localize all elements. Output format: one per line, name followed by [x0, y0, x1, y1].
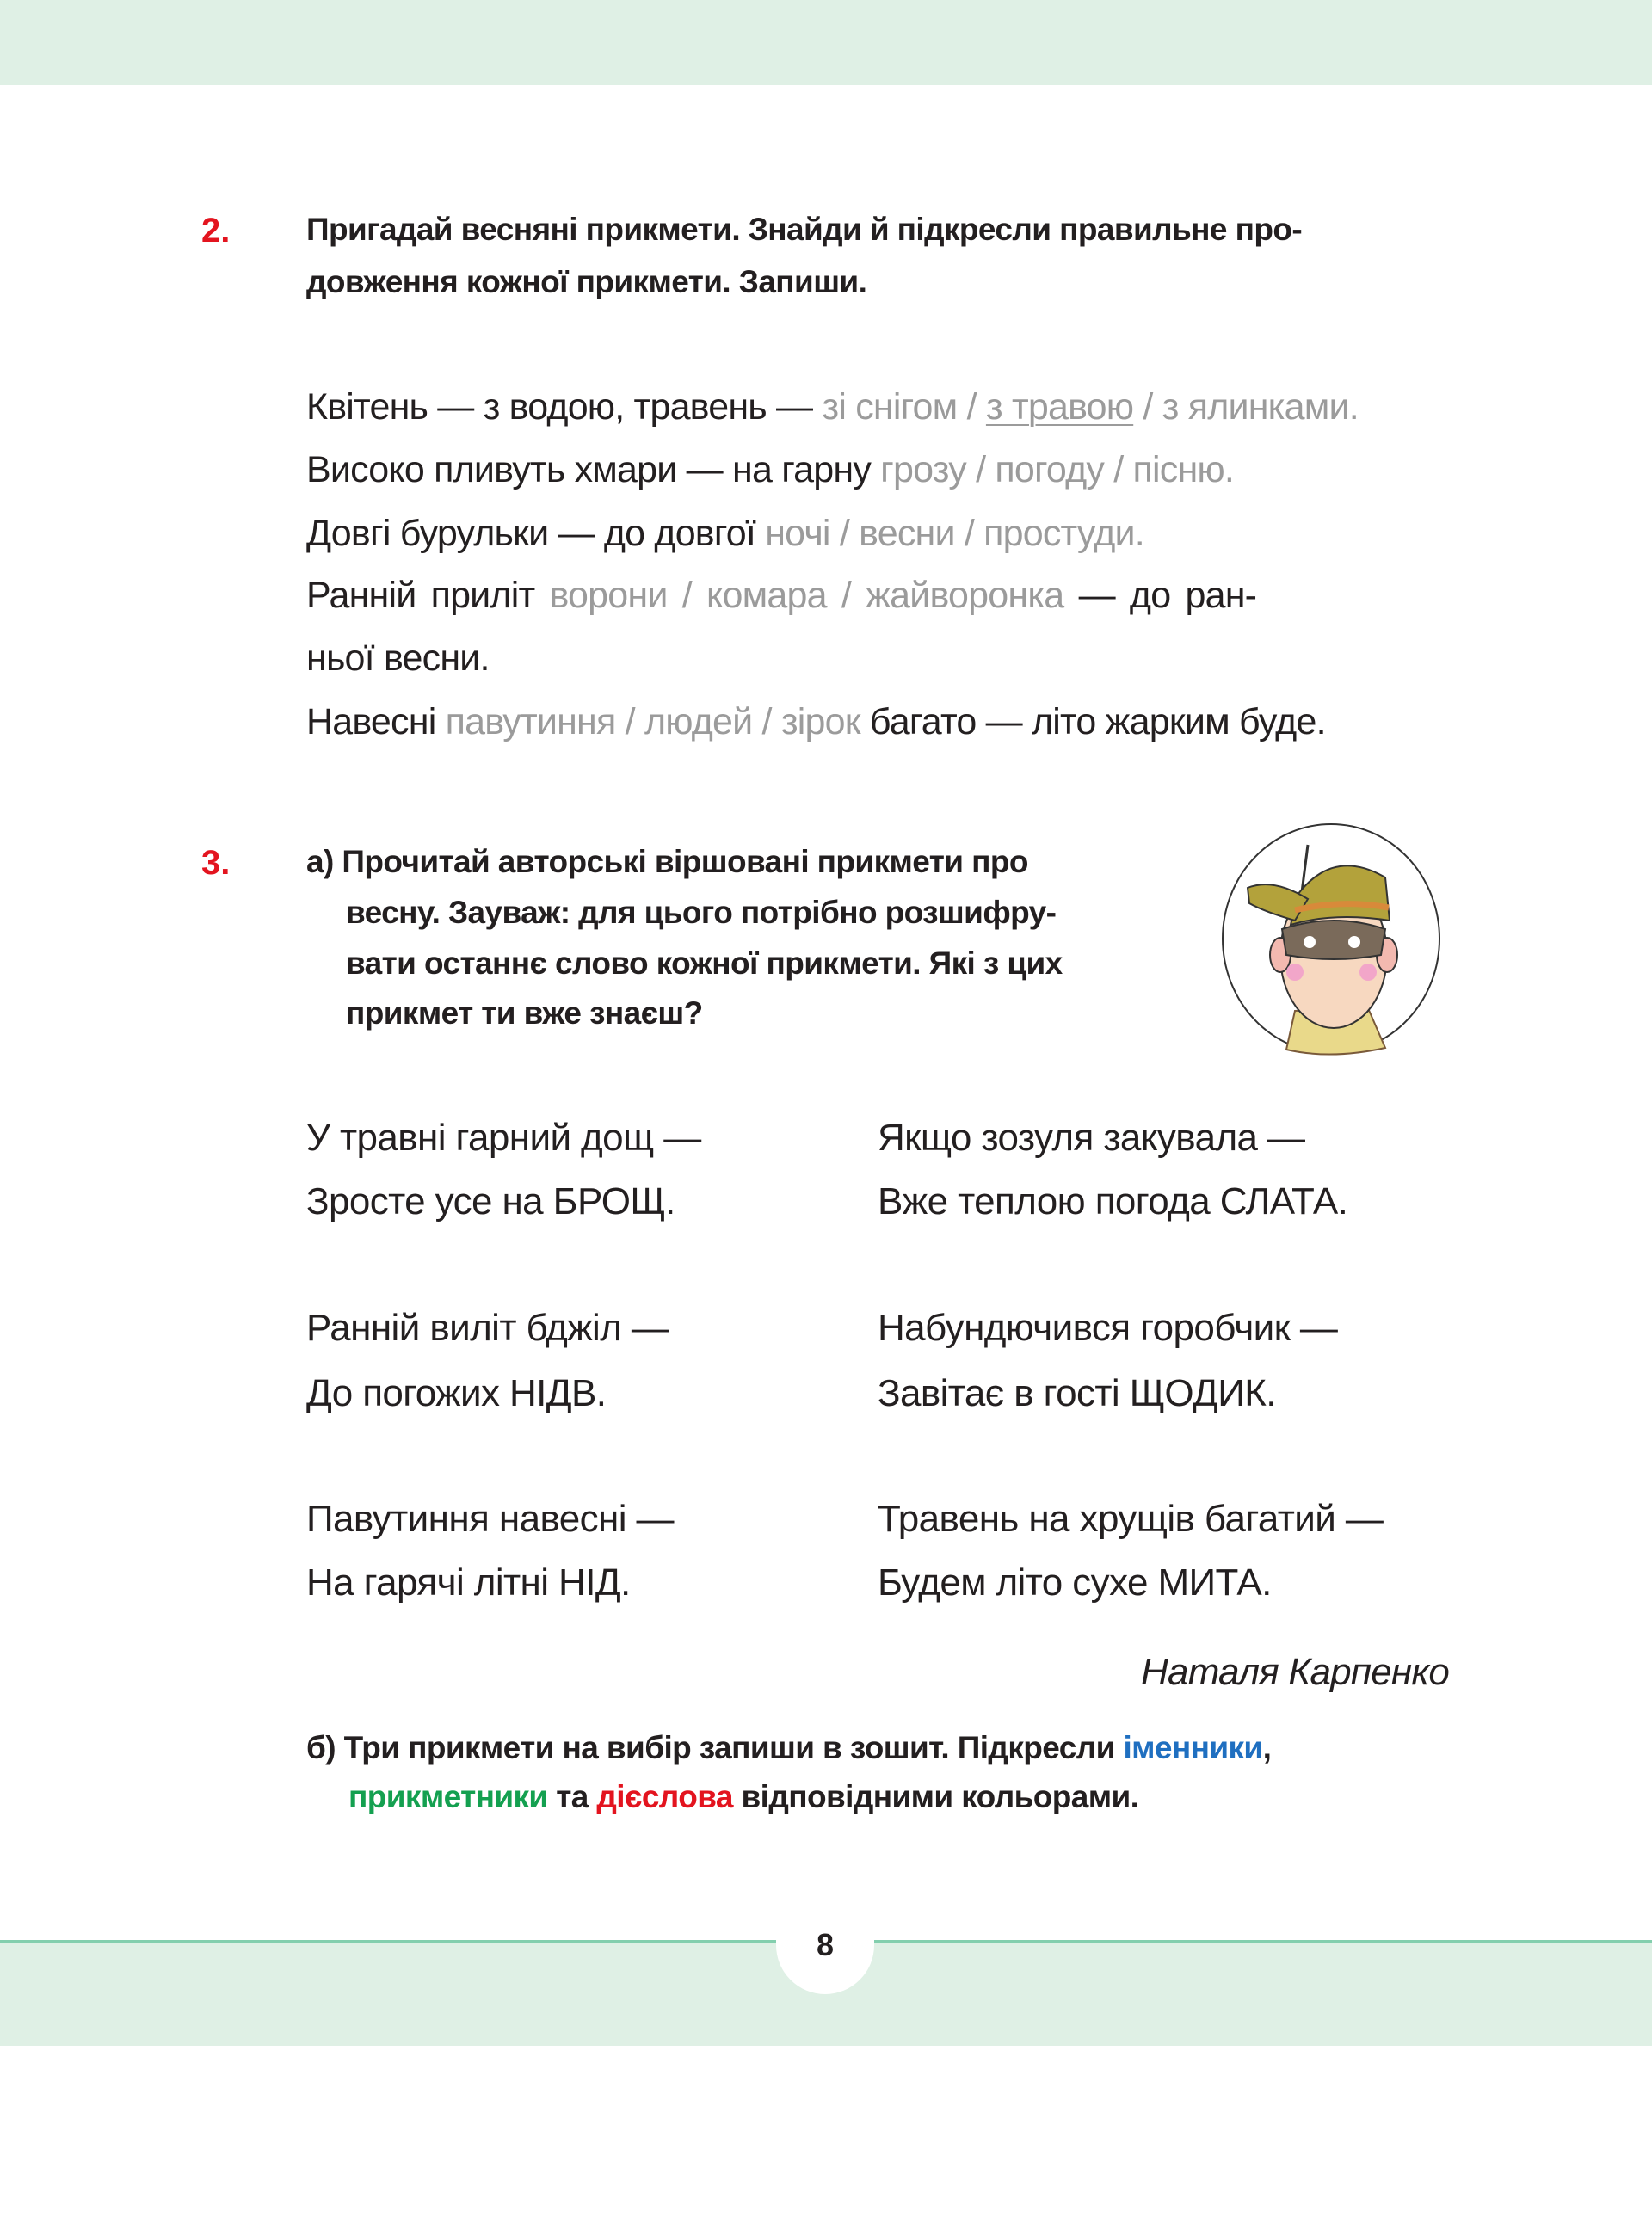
proverb-text: Високо пливуть хмари — на гарну	[306, 449, 881, 490]
task-number: 3.	[201, 844, 231, 882]
separator: /	[829, 513, 860, 554]
poem-line: Зросте усе на БРОЩ.	[306, 1180, 675, 1222]
separator: /	[826, 575, 866, 616]
poem-line: Завітає в гості ЩОДИК.	[878, 1372, 1276, 1414]
proverb-text: Ранній приліт	[306, 575, 550, 616]
option[interactable]: весни	[859, 513, 955, 554]
proverb-continuation: ньої весни.	[306, 637, 490, 679]
option-underlined[interactable]: з травою	[985, 386, 1134, 428]
option[interactable]: ворони	[549, 575, 668, 616]
proverb-line	[306, 513, 1144, 555]
proverb-text: Довгі бурульки — до довгої	[306, 513, 766, 554]
task-instruction-line: прикмет ти вже знаєш?	[346, 995, 703, 1031]
task-number: 2.	[201, 212, 231, 249]
poem-line: На гарячі літні НІД.	[306, 1561, 631, 1604]
option[interactable]: павутиння	[445, 701, 616, 742]
part-b-text: та	[547, 1779, 597, 1814]
proverb-text: — до ран-	[1063, 575, 1257, 616]
part-b-line	[348, 1779, 1138, 1815]
separator: /	[957, 386, 986, 428]
option[interactable]: людей	[644, 701, 753, 742]
poem-line: Набундючився горобчик —	[878, 1307, 1338, 1349]
nouns-word: іменники	[1123, 1730, 1263, 1765]
proverb-text: Квітень — з водою, травень —	[306, 386, 823, 428]
header-band	[0, 0, 1652, 85]
option[interactable]: грозу	[880, 449, 966, 490]
proverb-line	[306, 449, 1234, 491]
poem-line: Павутиння навесні —	[306, 1498, 674, 1540]
option[interactable]: зірок	[780, 701, 860, 742]
task-instruction-line: довження кожної прикмети. Запиши.	[306, 264, 867, 299]
task-instruction-line: а) Прочитай авторські віршовані прикмети про	[306, 844, 1028, 879]
verbs-word: дієслова	[596, 1779, 733, 1814]
poem-line: До погожих НІДВ.	[306, 1372, 607, 1414]
task-instruction-line: весну. Зауваж: для цього потрібно розшифру-	[346, 895, 1057, 930]
task-instruction-line: вати останнє слово кожної прикмети. Які з цих	[346, 945, 1063, 981]
part-b-line	[306, 1730, 1271, 1766]
proverb-text: Навесні	[306, 701, 446, 742]
proverb-line	[306, 575, 1256, 617]
poem-line: Ранній виліт бджіл —	[306, 1307, 669, 1349]
page-number: 8	[816, 1927, 835, 1962]
option[interactable]: комара	[706, 575, 827, 616]
part-b-text: відповідними кольорами.	[732, 1779, 1139, 1814]
poem-line: Вже теплою погода СЛАТА.	[878, 1180, 1348, 1222]
separator: /	[667, 575, 707, 616]
poem-author: Наталя Карпенко	[1141, 1651, 1449, 1693]
proverb-line	[306, 701, 1326, 743]
option[interactable]: жайворонка	[866, 575, 1064, 616]
poem-line: Будем літо сухе МИТА.	[878, 1561, 1272, 1604]
separator: /	[965, 449, 996, 490]
option[interactable]: погоду	[995, 449, 1105, 490]
adjectives-word: прикметники	[348, 1779, 548, 1814]
boy-illustration	[1213, 817, 1454, 1062]
separator: /	[954, 513, 984, 554]
option[interactable]: з ялинками.	[1162, 386, 1359, 428]
proverb-text: багато — літо жарким буде.	[860, 701, 1326, 742]
poem-line: Якщо зозуля закувала —	[878, 1117, 1305, 1159]
part-b-text: ,	[1262, 1730, 1272, 1765]
poem-line: Травень на хрущів багатий —	[878, 1498, 1384, 1540]
task-instruction-line: Пригадай весняні прикмети. Знайди й підкресли правильне про-	[306, 212, 1303, 247]
part-b-text: б) Три прикмети на вибір запиши в зошит. Підкресли	[306, 1730, 1124, 1765]
proverb-line	[306, 386, 1359, 428]
poem-line: У травні гарний дощ —	[306, 1117, 701, 1159]
option[interactable]: ночі	[765, 513, 830, 554]
separator: /	[615, 701, 644, 742]
option[interactable]: зі снігом	[822, 386, 958, 428]
separator: /	[1133, 386, 1162, 428]
separator: /	[1104, 449, 1133, 490]
option[interactable]: пісню.	[1132, 449, 1235, 490]
option[interactable]: простуди.	[983, 513, 1144, 554]
separator: /	[752, 701, 781, 742]
